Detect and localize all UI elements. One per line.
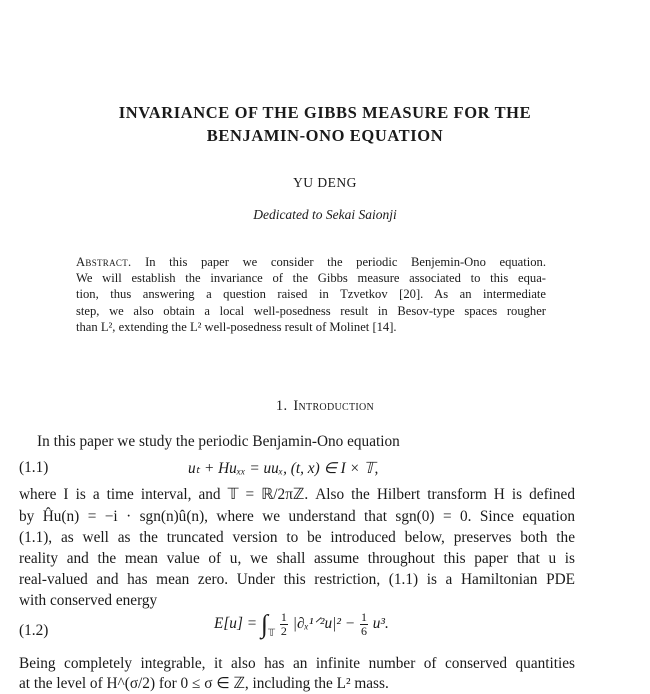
section-title: Introduction — [293, 398, 375, 414]
fraction-denominator: 6 — [360, 624, 367, 638]
integral-sign: ∫ — [260, 609, 268, 639]
dedication: Dedicated to Sekai Saionji — [253, 207, 397, 222]
body-text-line: by Ĥu(n) = −i · sgn(n)û(n), where we understand that sgn(0) = 0. Since equation — [19, 508, 575, 525]
paper-title-line-2: BENJAMIN-ONO EQUATION — [206, 126, 444, 145]
fraction — [280, 611, 288, 638]
body-text-line: (1.1), as well as the truncated version to be introduced below, preserves both the — [19, 529, 575, 546]
fraction-numerator: 1 — [360, 610, 367, 624]
equation-text: uₜ + Huₓₓ = uuₓ, (t, x) ∈ I × 𝕋, — [188, 460, 379, 477]
abstract-line — [76, 254, 546, 270]
equation-end: u³. — [372, 615, 389, 633]
body-text-line: with conserved energy — [19, 592, 158, 609]
equation-middle: |∂ₓ¹ᐟ²u|² − — [292, 615, 356, 633]
integral-domain: 𝕋 — [268, 628, 276, 640]
author-name: YU DENG — [293, 175, 357, 190]
fraction — [360, 611, 368, 638]
fraction-numerator: 1 — [280, 610, 287, 624]
body-text-line: In this paper we study the periodic Benjamin-Ono equation — [37, 433, 400, 450]
abstract-line: tion, thus answering a question raised in Tzvetkov [20]. As an intermediate — [76, 287, 546, 302]
equation-lhs: E[u] = — [214, 615, 258, 633]
paper-title-line-1: INVARIANCE OF THE GIBBS MEASURE FOR THE — [118, 103, 532, 122]
fraction-denominator: 2 — [280, 624, 287, 638]
equation-number: (1.1) — [19, 459, 49, 476]
abstract — [76, 254, 546, 335]
section-heading — [0, 398, 650, 415]
body-text-line: Being completely integrable, it also has an infinite number of conserved quantities — [19, 655, 575, 672]
equation-1-1 — [188, 459, 378, 478]
body-text-line: at the level of H^(σ/2) for 0 ≤ σ ∈ ℤ, including the L² mass. — [19, 675, 389, 692]
equation-1-2 — [214, 611, 389, 639]
body-text-line: reality and the mean value of u, we shall assume throughout this paper that u is — [19, 550, 575, 567]
abstract-line-text: In this paper we consider the periodic Benjemin-Ono equation. — [145, 255, 546, 269]
abstract-label: Abstract. — [76, 255, 132, 269]
section-number: 1. — [275, 398, 288, 414]
abstract-line: than L², extending the L² well-posedness result of Molinet [14]. — [76, 319, 397, 334]
abstract-line: We will establish the invariance of the Gibbs measure associated to this equa- — [76, 271, 546, 286]
body-text-line: where I is a time interval, and 𝕋 = ℝ/2πℤ. Also the Hilbert transform H is defined — [19, 486, 575, 503]
equation-number: (1.2) — [19, 622, 49, 639]
body-text-line: real-valued and has mean zero. Under this restriction, (1.1) is a Hamiltonian PDE — [19, 571, 575, 588]
abstract-line: step, we also obtain a local well-posedness result in Besov-type spaces rougher — [76, 303, 546, 318]
